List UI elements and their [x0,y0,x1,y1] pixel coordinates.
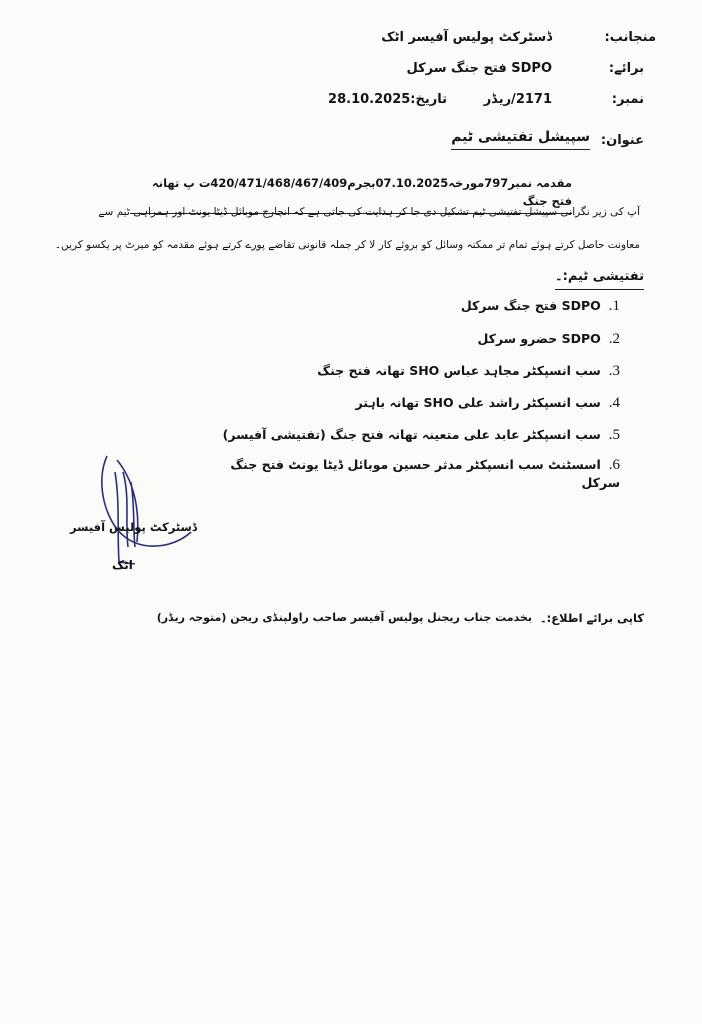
item-text: SDPO حضرو سرکل [477,331,601,346]
copy-label: کاپی برائے اطلاع:۔ [539,611,644,625]
from-label: منجانب: [604,30,656,45]
body-line-2: معاونت حاصل کرتے ہوئے تمام تر ممکنہ وسائل کو بروئے کار لا کر جملہ قانونی تقاضے پورے کرتے ہوئے مقدمہ کو میرٹ پر یکسو کریں۔ [54,239,640,251]
list-item [200,330,620,348]
case-heading: مقدمہ نمبر797مورخہ07.10.2025بجرم420/471/468/467/409ت پ تھانہ فتح جنگ [130,174,572,214]
item-number: 1. [608,298,620,314]
subject-value: سپیشل تفتیشی ٹیم [451,128,590,150]
to-label: برائے: [608,61,644,76]
item-text: سب انسپکٹر عابد علی متعینہ تھانہ فتح جنگ (تفتیشی آفیسر) [222,427,601,442]
item-number: 2. [608,331,620,347]
from-value: ڈسٹرکٹ پولیس آفیسر اٹک [381,30,552,45]
item-number: 5. [608,427,620,443]
item-number: 6. [608,457,620,473]
item-number: 4. [608,395,620,411]
date: تاریخ:28.10.2025 [328,92,447,107]
item-number: 3. [608,363,620,379]
item-text: اسسٹنٹ سب انسپکٹر مدثر حسین موبائل ڈیٹا یونٹ فتح جنگ سرکل [230,457,620,490]
list-item [200,456,620,492]
item-text: SDPO فتح جنگ سرکل [460,298,601,313]
list-item [200,394,620,412]
body-line-1: آپ کی زیر نگرانی سپیشل تفتیشی ٹیم تشکیل دی جا کر ہدایت کی جاتی ہے کہ انچارج موبائل ڈیٹا یونٹ اور ہمراہی ٹیم سے [98,206,640,218]
signature-mark [95,452,195,572]
list-item [200,426,620,444]
to-value: SDPO فتح جنگ سرکل [406,61,552,76]
number-value: 2171/ریڈر [483,92,552,107]
copy-value: بخدمت جناب ریجنل پولیس آفیسر صاحب راولپنڈی ریجن (متوجہ ریڈر) [156,611,532,624]
signature-place: اٹک [112,558,133,572]
item-text: سب انسپکٹر مجاہد عباس SHO تھانہ فتح جنگ [317,363,601,378]
list-item [200,362,620,380]
team-heading: تفتیشی ٹیم:۔ [555,268,644,290]
list-item [200,297,620,315]
number-label: نمبر: [611,92,644,107]
signature-title: ڈسٹرکٹ پولیس آفیسر [70,520,197,534]
subject-label: عنوان: [600,133,644,148]
item-text: سب انسپکٹر راشد علی SHO تھانہ باہتر [355,395,601,410]
